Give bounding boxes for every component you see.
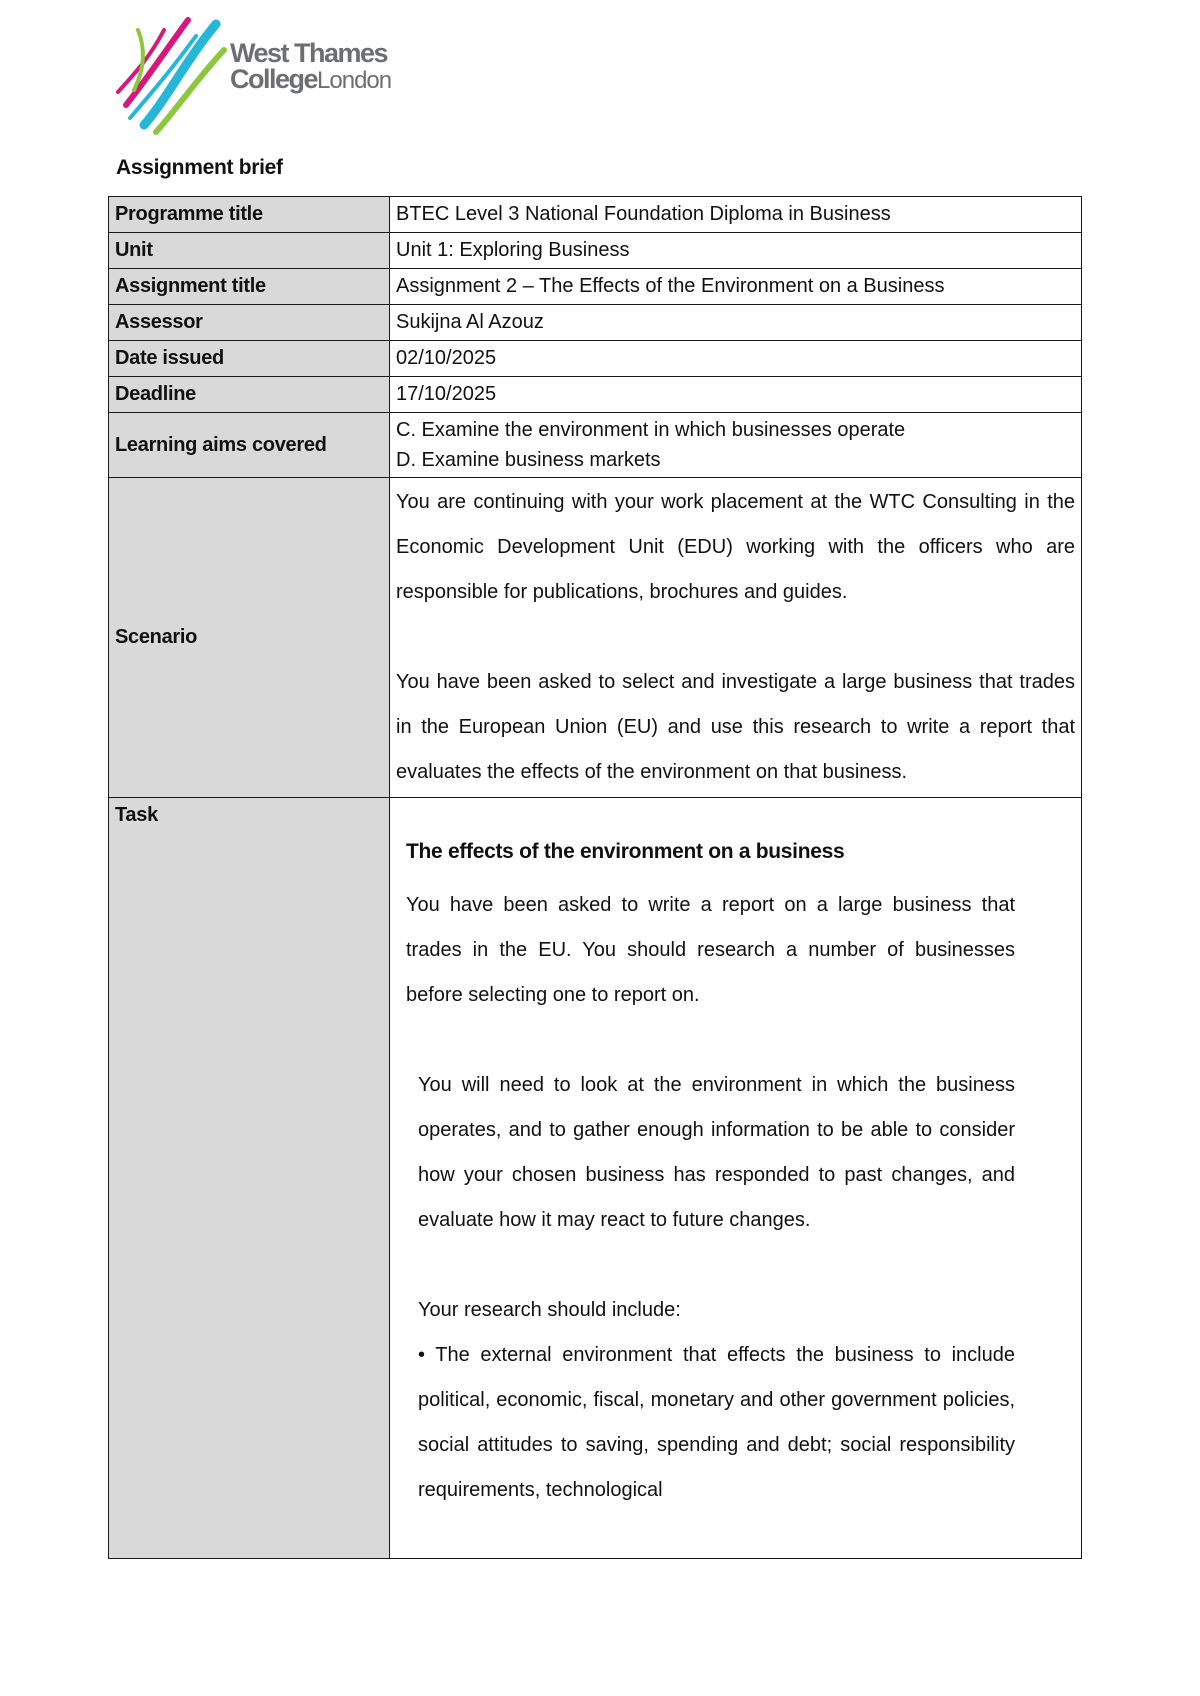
deadline-label: Deadline [109,377,390,413]
table-row [109,798,1082,1559]
task-bullet: • The external environment that effects the business to include political, economic, fiscal, monetary and other government policies, social attitudes to saving, spending and debt; social responsibility requirements, technological [418,1344,1015,1501]
task-paragraph: You will need to look at the environment in which the business operates, and to gather enough information to be able to consider how your chosen business has responded to past changes, and evaluate how it may react to future changes. [418,1074,1015,1231]
assessor-label: Assessor [109,305,390,341]
table-row [109,305,1082,341]
task-label: Task [109,798,390,1559]
logo-swirl-icon [116,10,231,135]
brief-title: Assignment brief [116,156,283,179]
learning-aims-label: Learning aims covered [109,413,390,478]
deadline-value: 17/10/2025 [390,377,1082,413]
table-row [109,197,1082,233]
programme-title-label: Programme title [109,197,390,233]
scenario-value [390,478,1082,798]
scenario-label: Scenario [109,478,390,798]
logo-line2-light: London [317,67,392,94]
logo-wordmark [230,40,391,94]
table-row [109,233,1082,269]
learning-aim-item: C. Examine the environment in which businesses operate [396,419,906,441]
date-issued-value: 02/10/2025 [390,341,1082,377]
assignment-title-label: Assignment title [109,269,390,305]
learning-aims-value [390,413,1082,478]
table-row [109,413,1082,478]
logo-line2-bold: College [230,64,318,94]
learning-aim-item: D. Examine business markets [396,449,661,471]
programme-title-value: BTEC Level 3 National Foundation Diploma in Business [390,197,1082,233]
assignment-title-value: Assignment 2 – The Effects of the Environment on a Business [390,269,1082,305]
table-row [109,269,1082,305]
unit-value: Unit 1: Exploring Business [390,233,1082,269]
date-issued-label: Date issued [109,341,390,377]
task-paragraph: Your research should include: [418,1299,681,1321]
task-paragraph: You have been asked to write a report on a large business that trades in the EU. You should research a number of businesses before selecting one to report on. [406,894,1015,1006]
table-row [109,478,1082,798]
scenario-paragraph: You have been asked to select and investigate a large business that trades in the European Union (EU) and use this research to write a report that evaluates the effects of the environment on that business. [396,671,1075,783]
assessor-value: Sukijna Al Azouz [390,305,1082,341]
table-row [109,341,1082,377]
logo-line1: West Thames [230,38,388,68]
task-heading: The effects of the environment on a business [406,840,845,863]
scenario-paragraph: You are continuing with your work placement at the WTC Consulting in the Economic Development Unit (EDU) working with the officers who are responsible for publications, brochures and guides. [396,491,1075,603]
assignment-brief-table [108,196,1082,1559]
unit-label: Unit [109,233,390,269]
table-row [109,377,1082,413]
task-value [390,798,1082,1559]
college-logo [116,10,392,135]
